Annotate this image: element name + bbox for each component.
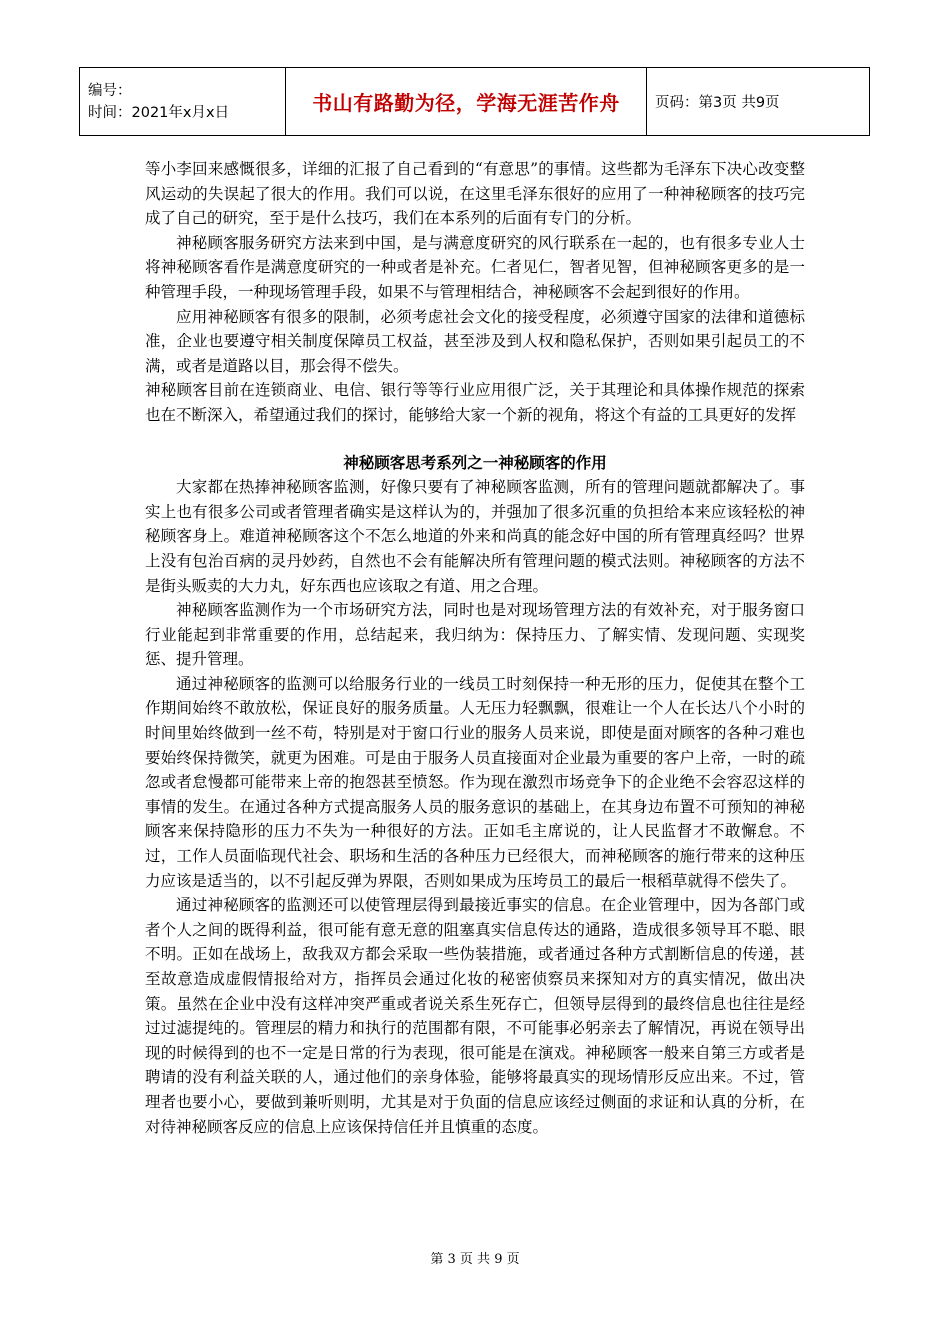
body-paragraph: 等小李回来感慨很多，详细的汇报了自己看到的“有意思”的事情。这些都为毛泽东下决心改变整风运动的失误起了很大的作用。我们可以说，在这里毛泽东很好的应用了一种神秘顾客的技巧完成了自己的研究，至于是什么技巧，我们在本系列的后面有专门的分析。 [145,160,805,228]
body-paragraph: 神秘顾客服务研究方法来到中国，是与满意度研究的风行联系在一起的，也有很多专业人士将神秘顾客看作是满意度研究的一种或者是补充。仁者见仁，智者见智，但神秘顾客更多的是一种管理手段，一种现场管理手段，如果不与管理相结合，神秘顾客不会起到很好的作用。 [145,233,805,301]
body-paragraph: 通过神秘顾客的监测可以给服务行业的一线员工时刻保持一种无形的压力，促使其在整个工作期间始终不敢放松，保证良好的服务质量。人无压力轻飘飘，很难让一个人在长达八个小时的时间里始终做到一丝不苟，特别是对于窗口行业的服务人员来说，即使是面对顾客的各种刁难也要始终保持微笑，就更为困难。可是由于服务人员直接面对企业最为重要的客户上帝，一时的疏忽或者怠慢都可能带来上帝的抱怨甚至愤怒。作为现在激烈市场竞争下的企业绝不会容忍这样的事情的发生。在通过各种方式提高服务人员的服务意识的基础上，在其身边布置不可预知的神秘顾客来保持隐形的压力不失为一种很好的方法。正如毛主席说的，让人民监督才不敢懈怠。不过，工作人员面临现代社会、职场和生活的各种压力已经很大，而神秘顾客的施行带来的这种压力应该是适当的，以不引起反弹为界限，否则如果成为压垮员工的最后一根稻草就得不偿失了。 [145,674,805,890]
section-title: 神秘顾客思考系列之一神秘顾客的作用 [343,452,607,472]
body-paragraph: 通过神秘顾客的监测还可以使管理层得到最接近事实的信息。在企业管理中，因为各部门或者个人之间的既得利益，很可能有意无意的阻塞真实信息传达的通路，造成很多领导耳不聪、眼不明。正如在战场上，敌我双方都会采取一些伪装措施，或者通过各种方式割断信息的传递，甚至故意造成虚假情报给对方，指挥员会通过化妆的秘密侦察员来探知对方的真实情况，做出决策。虽然在企业中没有这样冲突严重或者说关系生死存亡，但领导层得到的最终信息也往往是经过过滤提纯的。管理层的精力和执行的范围都有限，不可能事必躬亲去了解情况，再说在领导出现的时候得到的也不一定是日常的行为表现，很可能是在演戏。神秘顾客一般来自第三方或者是聘请的没有利益关联的人，通过他们的亲身体验，能够将最真实的现场情形反应出来。不过，管理者也要小心，要做到兼听则明，尤其是对于负面的信息应该经过侧面的求证和认真的分析，在对待神秘顾客反应的信息上应该保持信任并且慎重的态度。 [145,896,805,1136]
header-number-label: 编号： [88,82,132,99]
body-paragraph: 大家都在热捧神秘顾客监测，好像只要有了神秘顾客监测，所有的管理问题就都解决了。事实上也有很多公司或者管理者确实是这样认为的，并强加了很多沉重的负担给本来应该轻松的神秘顾客身上。难道神秘顾客这个不怎么地道的外来和尚真的能念好中国的所有管理真经吗？世界上没有包治百病的灵丹妙药，自然也不会有能解决所有管理问题的模式法则。神秘顾客的方法不是街头贩卖的大力丸，好东西也应该取之有道、用之合理。 [145,478,805,595]
header-page-label: 页码：第3页 共9页 [647,68,870,136]
body-paragraph: 应用神秘顾客有很多的限制，必须考虑社会文化的接受程度，必须遵守国家的法律和道德标准，企业也要遵守相关制度保障员工权益，甚至涉及到人权和隐私保护，否则如果引起员工的不满，或者是道路以目，那会得不偿失。 [145,307,805,375]
header-meta [80,68,286,136]
document-header [79,67,870,136]
document-body [145,157,805,1139]
header-motto: 书山有路勤为径，学海无涯苦作舟 [286,68,647,136]
header-time-label: 时间：2021年x月x日 [88,104,230,121]
body-paragraph: 神秘顾客监测作为一个市场研究方法，同时也是对现场管理方法的有效补充，对于服务窗口行业能起到非常重要的作用，总结起来，我归纳为：保持压力、了解实情、发现问题、实现奖惩、提升管理。 [145,601,805,669]
page-footer: 第 3 页 共 9 页 [430,1252,520,1267]
body-paragraph: 神秘顾客目前在连锁商业、电信、银行等等行业应用很广泛，关于其理论和具体操作规范的探索也在不断深入，希望通过我们的探讨，能够给大家一个新的视角，将这个有益的工具更好的发挥 [145,381,805,424]
